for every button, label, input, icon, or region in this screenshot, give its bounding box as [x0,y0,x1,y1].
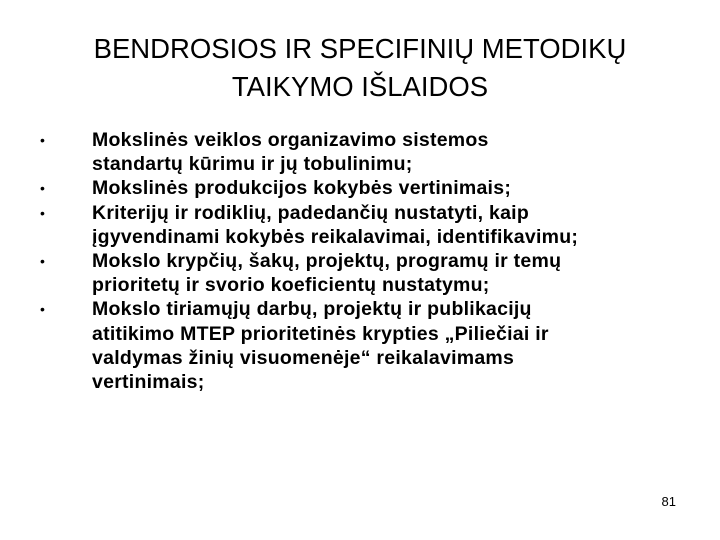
bullet-text-line: Mokslinės produkcijos kokybės vertinimais; [92,177,512,200]
bullet-list [40,128,700,394]
bullet-text-line: atitikimo MTEP prioritetinės krypties „Piliečiai ir [92,322,549,345]
bullet-icon: • [40,253,46,270]
bullet-item [40,176,700,200]
bullet-item [40,128,700,176]
bullet-item [40,297,700,394]
bullet-icon: • [40,180,46,197]
bullet-icon: • [40,301,46,318]
bullet-text-line: Kriterijų ir rodiklių, padedančių nustatyti, kaip [92,201,529,224]
slide-title-line: BENDROSIOS IR SPECIFINIŲ METODIKŲ [93,33,627,64]
bullet-text-line: prioritetų ir svorio koeficientų nustatymu; [92,274,490,297]
bullet-text-line: vertinimais; [92,371,205,394]
page-number: 81 [661,494,676,509]
bullet-text-line: valdymas žinių visuomenėje“ reikalavimams [92,346,515,369]
bullet-icon: • [40,132,46,148]
bullet-text-line: Mokslo tiriamųjų darbų, projektų ir publikacijų [92,298,532,321]
bullet-icon: • [40,204,46,221]
bullet-text-line: įgyvendinami kokybės reikalavimai, identifikavimu; [92,225,579,248]
bullet-text-line: standartų kūrimu ir jų tobulinimu; [92,153,413,176]
slide-title [20,30,700,106]
bullet-item [40,249,700,297]
bullet-item [40,201,700,249]
bullet-text-line: Mokslo krypčių, šakų, projektų, programų ir temų [92,250,562,273]
bullet-text-line: Mokslinės veiklos organizavimo sistemos [92,129,489,151]
slide-title-line: TAIKYMO IŠLAIDOS [231,71,489,102]
